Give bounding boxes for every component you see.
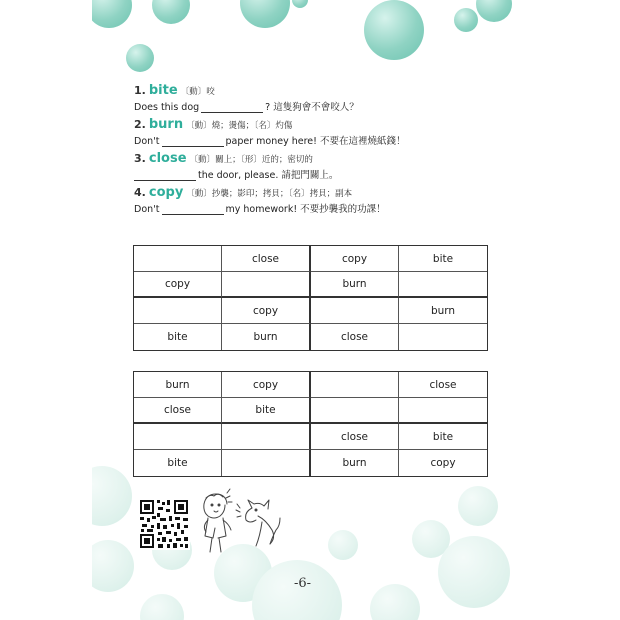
grid-cell[interactable] — [399, 398, 487, 424]
item-number: 3. — [134, 152, 146, 165]
vocab-heading-4 — [134, 184, 494, 201]
grid-cell[interactable]: burn — [399, 298, 487, 324]
grid-cell[interactable] — [222, 272, 311, 298]
vocabulary-list — [134, 82, 494, 218]
vocab-word: burn — [148, 117, 184, 132]
kid-and-dog-illustration — [192, 488, 282, 556]
grid-cell[interactable] — [311, 372, 399, 398]
bubble-decoration — [240, 0, 290, 28]
grid-cell[interactable]: burn — [134, 372, 222, 398]
grid-cell[interactable]: bite — [222, 398, 311, 424]
grid-cell[interactable]: close — [222, 246, 311, 272]
grid-cell[interactable]: close — [399, 372, 487, 398]
sentence-text: Don't — [134, 136, 160, 147]
bubble-decoration — [92, 466, 132, 526]
grid-cell[interactable]: bite — [399, 424, 487, 450]
grid-cell[interactable] — [134, 424, 222, 450]
grid-cell[interactable]: bite — [134, 450, 222, 476]
worksheet-page — [92, 0, 512, 620]
grid-cell[interactable] — [311, 298, 399, 324]
sentence-text: Don't — [134, 204, 160, 215]
bubble-decoration — [126, 44, 154, 72]
bubble-decoration — [328, 530, 358, 560]
grid-cell[interactable] — [134, 246, 222, 272]
grid-cell[interactable]: close — [311, 424, 399, 450]
sentence-text: paper money here! 不要在這裡燒紙錢！ — [225, 136, 406, 147]
item-number: 1. — [134, 84, 146, 97]
sentence-text: Does this dog — [134, 102, 200, 113]
word-grid-2 — [133, 371, 488, 477]
vocab-heading-2 — [134, 116, 494, 133]
grid-cell[interactable]: copy — [222, 372, 311, 398]
grid-cell[interactable]: bite — [134, 324, 222, 350]
grid-cell[interactable]: close — [311, 324, 399, 350]
bubble-decoration — [364, 0, 424, 60]
example-sentence-4 — [134, 201, 494, 218]
bubble-decoration — [140, 594, 184, 620]
grid-cell[interactable]: copy — [430, 457, 456, 469]
qr-code-graphic — [138, 498, 190, 550]
sentence-text: the door, please. 請把門關上。 — [198, 170, 339, 181]
vocab-word: copy — [148, 185, 184, 200]
word-grid-1 — [133, 245, 488, 351]
vocab-definition: 〔動〕燒；燙傷；〔名〕灼傷 — [186, 121, 293, 131]
bubble-decoration — [292, 0, 308, 8]
bubble-decoration — [476, 0, 512, 22]
bubble-decoration — [438, 536, 510, 608]
item-number: 2. — [134, 118, 146, 131]
grid-cell[interactable] — [399, 272, 487, 298]
bubble-decoration — [458, 486, 498, 526]
sentence-text: my homework! 不要抄襲我的功課！ — [225, 204, 386, 215]
bubble-decoration — [454, 8, 478, 32]
grid-cell[interactable]: burn — [311, 450, 399, 476]
bubble-decoration — [152, 0, 190, 24]
item-number: 4. — [134, 186, 146, 199]
vocab-definition: 〔動〕抄襲；影印；拷貝；〔名〕拷貝；副本 — [186, 189, 353, 199]
bubble-decoration — [370, 584, 420, 620]
grid-cell[interactable] — [311, 398, 399, 424]
example-sentence-3 — [134, 167, 494, 184]
vocab-heading-3 — [134, 150, 494, 167]
grid-cell[interactable] — [399, 324, 487, 350]
bubble-decoration — [92, 0, 132, 28]
grid-cell[interactable]: bite — [399, 246, 487, 272]
answer-blank[interactable] — [162, 145, 224, 147]
grid-cell[interactable]: burn — [311, 272, 399, 298]
sentence-text: ? 這隻狗會不會咬人？ — [265, 102, 359, 113]
grid-cell[interactable]: close — [134, 398, 222, 424]
grid-cell[interactable] — [134, 298, 222, 324]
bubble-decoration — [92, 540, 134, 592]
vocab-word: close — [148, 151, 187, 166]
vocab-heading-1 — [134, 82, 494, 99]
vocab-definition: 〔動〕咬 — [180, 87, 215, 97]
vocab-definition: 〔動〕關上；〔形〕近的；密切的 — [189, 155, 313, 165]
example-sentence-2 — [134, 133, 494, 150]
grid-cell[interactable]: burn — [222, 324, 311, 350]
answer-blank[interactable] — [201, 111, 263, 113]
grid-cell[interactable]: copy — [134, 272, 222, 298]
grid-cell[interactable] — [222, 450, 311, 476]
page-number: -6- — [294, 576, 312, 591]
grid-cell[interactable] — [222, 424, 311, 450]
grid-cell[interactable]: copy — [222, 298, 311, 324]
grid-cell[interactable]: copy — [311, 246, 399, 272]
vocab-word: bite — [148, 83, 178, 98]
qr-code-icon[interactable] — [138, 498, 190, 550]
answer-blank[interactable] — [134, 179, 196, 181]
answer-blank[interactable] — [162, 213, 224, 215]
example-sentence-1 — [134, 99, 494, 116]
